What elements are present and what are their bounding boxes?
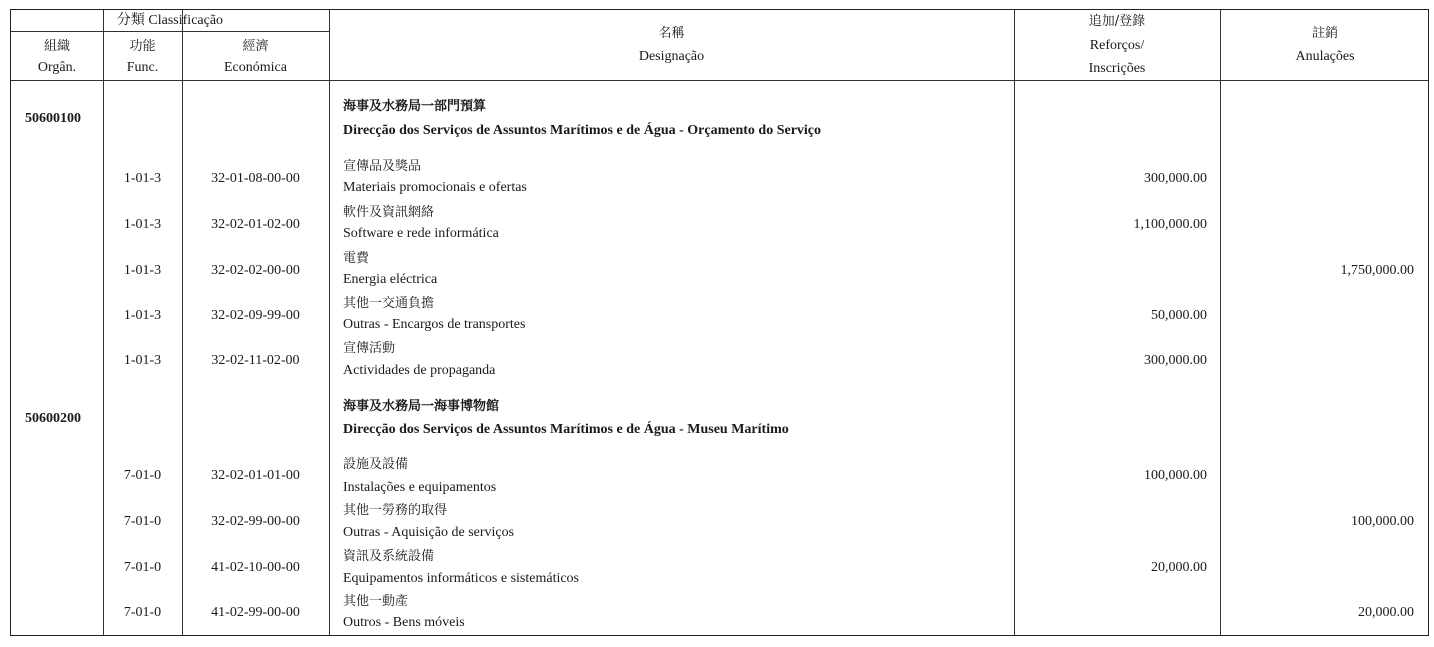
econ-header-pt: Económica (224, 60, 287, 75)
func-code: 7-01-0 (123, 468, 162, 483)
anulacao-amount: 1,750,000.00 (1340, 263, 1414, 278)
item-name-zh: 其他一動產 (343, 594, 409, 609)
item-name-zh: 宣傳品及獎品 (343, 159, 422, 174)
reforco-amount: 300,000.00 (1144, 171, 1207, 186)
func-code: 1-01-3 (123, 353, 162, 368)
item-name-zh: 宣傳活動 (343, 341, 396, 356)
econ-code: 32-02-01-01-00 (211, 468, 300, 483)
econ-code: 32-02-01-02-00 (211, 217, 300, 232)
item-name-zh: 軟件及資訊網絡 (343, 205, 435, 220)
econ-code: 32-02-11-02-00 (211, 353, 300, 368)
item-name-pt: Instalações e equipamentos (343, 480, 497, 495)
section-title-pt: Direcção dos Serviços de Assuntos Marítimos e de Água - Orçamento do Serviço (343, 123, 822, 138)
item-name-zh: 其他一勞務的取得 (343, 503, 448, 518)
desig-header-zh: 名稱 (658, 26, 685, 41)
item-name-pt: Outros - Bens móveis (343, 615, 465, 630)
reforcos-header-zh: 追加/登錄 (1088, 14, 1146, 29)
section-title-zh: 海事及水務局一部門預算 (343, 99, 487, 114)
budget-table (10, 9, 1429, 636)
classification-header: 分類 Classificação (116, 13, 224, 28)
econ-header-zh: 經濟 (242, 39, 269, 54)
econ-code: 41-02-10-00-00 (211, 560, 300, 575)
econ-code: 32-02-09-99-00 (211, 308, 300, 323)
func-code: 7-01-0 (123, 560, 162, 575)
item-name-zh: 電費 (343, 251, 370, 266)
func-code: 1-01-3 (123, 171, 162, 186)
item-name-pt: Actividades de propaganda (343, 363, 496, 378)
reforcos-header-pt1: Reforços/ (1089, 38, 1145, 53)
section-title-zh: 海事及水務局一海事博物館 (343, 399, 500, 414)
reforco-amount: 50,000.00 (1151, 308, 1207, 323)
item-name-pt: Outras - Encargos de transportes (343, 317, 526, 332)
organ-code: 50600200 (25, 411, 81, 426)
econ-code: 41-02-99-00-00 (211, 605, 300, 620)
organ-header-pt: Orgân. (37, 60, 77, 75)
anulacao-amount: 20,000.00 (1358, 605, 1414, 620)
item-name-zh: 其他一交通負擔 (343, 296, 435, 311)
econ-code: 32-02-99-00-00 (211, 514, 300, 529)
func-code: 7-01-0 (123, 514, 162, 529)
item-name-zh: 資訊及系統設備 (343, 549, 435, 564)
classification-divider (11, 31, 329, 32)
func-header-zh: 功能 (129, 39, 156, 54)
econ-code: 32-01-08-00-00 (211, 171, 300, 186)
func-code: 1-01-3 (123, 308, 162, 323)
section-title-pt: Direcção dos Serviços de Assuntos Marítimos e de Água - Museu Marítimo (343, 422, 789, 437)
organ-code: 50600100 (25, 111, 81, 126)
reforco-amount: 300,000.00 (1144, 353, 1207, 368)
column-divider (329, 10, 330, 635)
column-divider (1220, 10, 1221, 635)
func-code: 1-01-3 (123, 263, 162, 278)
anul-header-pt: Anulações (1295, 49, 1355, 64)
func-code: 7-01-0 (123, 605, 162, 620)
econ-code: 32-02-02-00-00 (211, 263, 300, 278)
desig-header-pt: Designação (638, 49, 705, 64)
item-name-pt: Energia eléctrica (343, 272, 438, 287)
func-header-pt: Func. (126, 60, 159, 75)
reforco-amount: 100,000.00 (1144, 468, 1207, 483)
reforco-amount: 20,000.00 (1151, 560, 1207, 575)
anulacao-amount: 100,000.00 (1351, 514, 1414, 529)
reforco-amount: 1,100,000.00 (1133, 217, 1207, 232)
reforcos-header-pt2: Inscrições (1088, 61, 1146, 76)
func-code: 1-01-3 (123, 217, 162, 232)
item-name-pt: Software e rede informática (343, 226, 499, 241)
item-name-zh: 設施及設備 (343, 457, 409, 472)
item-name-pt: Equipamentos informáticos e sistemáticos (343, 571, 580, 586)
organ-header-zh: 組織 (43, 39, 70, 54)
header-divider (11, 80, 1428, 81)
anul-header-zh: 註銷 (1311, 26, 1338, 41)
item-name-pt: Outras - Aquisição de serviços (343, 525, 515, 540)
item-name-pt: Materiais promocionais e ofertas (343, 180, 527, 195)
